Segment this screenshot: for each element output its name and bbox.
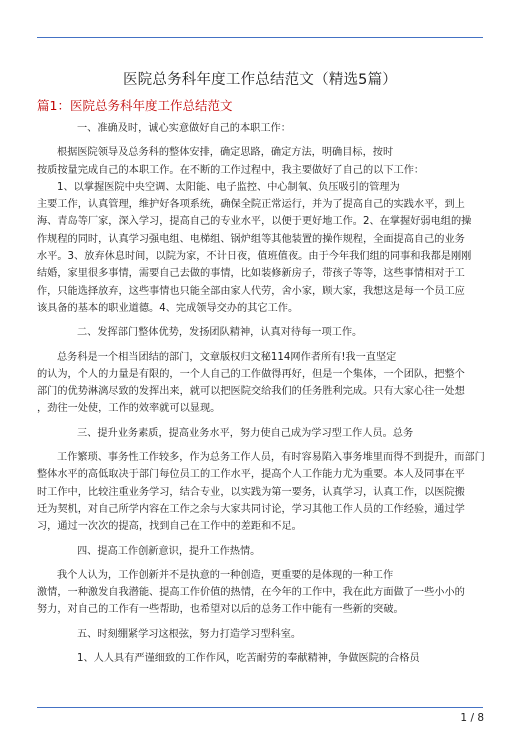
text-line: 四、提高工作创新意识，提升工作热情。 [77, 545, 261, 557]
header-rule [37, 37, 483, 38]
section-subheading [37, 543, 483, 560]
text-line: 五、时刻绷紧学习这根弦，努力打造学习型科室。 [77, 628, 302, 640]
text-line: 努力，对自己的工作有一些帮助，也希望对以后的总务工作中能有一些新的突破。 [37, 604, 404, 616]
body-paragraph [37, 449, 483, 535]
text-line: 水平。3、放弃休息时间，以院为家，不计日夜，值班值夜。由于今年我们组的同事和我都是刚刚 [37, 251, 472, 263]
body-paragraph [37, 179, 483, 317]
text-line: ，劲往一处使，工作的效率就可以显现。 [37, 403, 221, 415]
footer-rule [37, 707, 483, 708]
section-subheading [37, 650, 483, 667]
text-line: 迁为契机，对自己所学内容在工作之余与大家共同讨论，学习其他工作人员的工作经验，通过学 [37, 503, 465, 515]
text-line: 海、青岛等厂家，深入学习，提高自己的专业水平，以便于更好地工作。2、在掌握好弱电组的操 [37, 216, 472, 228]
section-subheading [37, 626, 483, 643]
text-line: 结婚，家里很多事情，需要自己去做的事情，比如装修新房子，带孩子等等，这些事情相对于工 [37, 268, 465, 280]
section-heading: 篇1：医院总务科年度工作总结范文 [37, 98, 233, 113]
body-paragraph [37, 567, 483, 619]
body-paragraph [37, 349, 483, 418]
document-title: 医院总务科年度工作总结范文（精选5篇） [122, 72, 398, 88]
text-line: 部门的优势淋漓尽致的发挥出来，就可以把医院交给我们的任务胜利完成。只有大家心往一处想 [37, 386, 465, 398]
text-line: 二、发挥部门整体优势，发扬团队精神，认真对待每一项工作。 [77, 327, 363, 339]
document-body [37, 120, 483, 674]
text-line: 整体水平的高低取决于部门每位员工的工作水平，提高个人工作能力尤为重要。本人及同事在平 [37, 469, 465, 481]
text-line: 我个人认为，工作创新并不是执意的一种创造，更重要的是体现的一种工作 [57, 569, 394, 581]
text-line: 按质按量完成自己的本职工作。在不断的工作过程中，我主要做好了自己的以下工作： [37, 164, 425, 176]
section-subheading [37, 324, 483, 341]
text-line: 根据医院领导及总务科的整体安排，确定思路，确定方法，明确目标，按时 [57, 147, 394, 159]
body-paragraph [37, 144, 483, 179]
text-line: 三、提升业务素质，提高业务水平，努力使自己成为学习型工作人员。总务 [77, 427, 414, 439]
text-line: 该具备的基本的职业道德。4、完成领导交办的其它工作。 [37, 302, 299, 314]
text-line: 总务科是一个相当团结的部门，文章版权归文秘114网作者所有!我一直坚定 [57, 351, 397, 363]
page-indicator: 1 / 8 [460, 712, 484, 724]
text-line: 作，只能选择放弃，这些事情也只能全部由家人代劳，舍小家，顾大家，我想这是每一个员工应 [37, 285, 465, 297]
text-line: 一、准确及时，诚心实意做好自己的本职工作： [77, 123, 291, 134]
text-line: 工作繁琐、事务性工作较多，作为总务工作人员，有时容易陷入事务堆里而得不到提升，而部门 [57, 452, 485, 464]
text-line: 时工作中，比较注重业务学习，结合专业，以实践为第一要务，认真学习，认真工作，以医院搬 [37, 486, 465, 498]
text-line: 激情，一种激发自我潜能、提高工作价值的热情，在今年的工作中，我在此方面做了一些小小的 [37, 587, 465, 599]
text-line: 1、以掌握医院中央空调、太阳能、电子监控、中心制氧、负压吸引的管理为 [57, 181, 400, 193]
text-line: 习，通过一次次的提高，找到自己在工作中的差距和不足。 [37, 521, 302, 533]
section-subheading [37, 425, 483, 442]
text-line: 1、人人具有严谨细致的工作作风，吃苦耐劳的奉献精神，争做医院的合格员 [77, 653, 420, 665]
text-line: 的认为，个人的力量是有限的，一个人自己的工作做得再好，但是一个集体，一个团队，把整个 [37, 368, 465, 380]
text-line: 主要工作，认真管理，维护好各项系统，确保全院正常运行，并为了提高自己的实践水平，到上 [37, 199, 465, 211]
text-line: 作规程的同时，认真学习强电组、电梯组、锅炉组等其他装置的操作规程，全面提高自己的业务 [37, 233, 465, 245]
section-subheading [37, 120, 483, 137]
